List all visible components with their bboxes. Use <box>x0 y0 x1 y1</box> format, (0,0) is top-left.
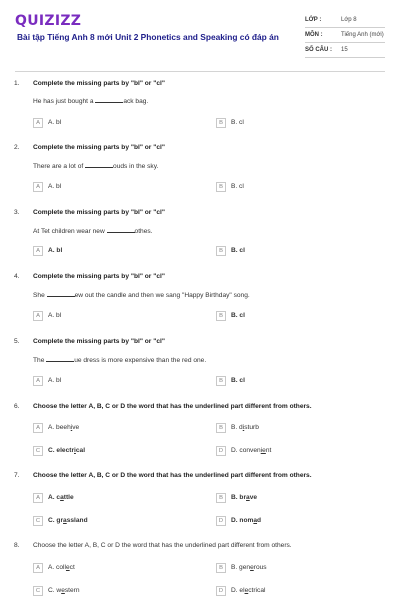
option-letter-box: A <box>33 493 43 503</box>
blank-line <box>85 162 113 168</box>
option-b[interactable]: B B. cl <box>216 181 244 192</box>
option-d[interactable]: D D. nomad <box>216 515 261 526</box>
option-d[interactable]: D D. electrical <box>216 585 265 596</box>
question-number: 3. <box>14 209 20 216</box>
option-c[interactable]: C C. western <box>33 585 80 596</box>
option-c[interactable]: C C. grassland <box>33 515 88 526</box>
option-letter-box: B <box>216 182 226 192</box>
blank-line <box>107 227 135 233</box>
page-header <box>0 0 400 70</box>
info-value-subject: Tiếng Anh (mới) <box>341 32 384 38</box>
option-letter-box: A <box>33 118 43 128</box>
question-title: Complete the missing parts by "bl" or "cl" <box>33 80 165 87</box>
option-letter-box: B <box>216 563 226 573</box>
option-b[interactable]: B B. generous <box>216 562 267 573</box>
option-d[interactable]: D D. convenient <box>216 445 271 456</box>
option-a[interactable]: A A. bl <box>33 181 61 192</box>
option-a[interactable]: A A. bl <box>33 117 61 128</box>
question-title: Choose the letter A, B, C or D the word that has the underlined part different from others. <box>33 542 292 549</box>
option-b[interactable]: B B. cl <box>216 375 245 386</box>
option-a[interactable]: A A. collect <box>33 562 75 573</box>
option-letter-box: A <box>33 376 43 386</box>
info-label-subject: MÔN : <box>305 32 323 38</box>
option-a[interactable]: A A. bl <box>33 310 61 321</box>
option-letter-box: B <box>216 423 226 433</box>
question-title: Choose the letter A, B, C or D the word that has the underlined part different from others. <box>33 472 312 479</box>
option-a[interactable]: A A. bl <box>33 245 62 256</box>
info-divider <box>305 42 385 43</box>
question-title: Complete the missing parts by "bl" or "cl" <box>33 273 165 280</box>
question-title: Complete the missing parts by "bl" or "cl" <box>33 338 165 345</box>
option-letter-box: D <box>216 516 226 526</box>
option-a[interactable]: A A. cattle <box>33 492 74 503</box>
question-number: 5. <box>14 338 20 345</box>
info-label-class: LỚP : <box>305 17 322 23</box>
info-value-class: Lớp 8 <box>341 17 357 23</box>
option-b[interactable]: B B. disturb <box>216 422 259 433</box>
option-letter-box: A <box>33 423 43 433</box>
question-title: Complete the missing parts by "bl" or "cl" <box>33 209 165 216</box>
option-c[interactable]: C C. electrical <box>33 445 85 456</box>
option-letter-box: D <box>216 446 226 456</box>
option-letter-box: D <box>216 586 226 596</box>
question-number: 4. <box>14 273 20 280</box>
document-title: Bài tập Tiếng Anh 8 mới Unit 2 Phonetics and Speaking có đáp án <box>17 32 279 42</box>
question-text: At Tet children wear new othes. <box>33 228 153 235</box>
option-letter-box: A <box>33 563 43 573</box>
option-letter-box: C <box>33 446 43 456</box>
question-text: There are a lot of ouds in the sky. <box>33 163 159 170</box>
option-letter-box: B <box>216 493 226 503</box>
question-text: The ue dress is more expensive than the red one. <box>33 357 207 364</box>
header-divider <box>15 71 385 72</box>
option-a[interactable]: A A. beehive <box>33 422 79 433</box>
question-title: Complete the missing parts by "bl" or "cl" <box>33 144 165 151</box>
option-letter-box: A <box>33 182 43 192</box>
blank-line <box>95 97 123 103</box>
option-b[interactable]: B B. brave <box>216 492 257 503</box>
option-letter-box: C <box>33 586 43 596</box>
option-letter-box: B <box>216 246 226 256</box>
question-number: 2. <box>14 144 20 151</box>
question-title: Choose the letter A, B, C or D the word that has the underlined part different from others. <box>33 403 312 410</box>
question-text: He has just bought a ack bag. <box>33 98 149 105</box>
info-divider <box>305 57 385 58</box>
option-b[interactable]: B B. cl <box>216 310 245 321</box>
question-number: 6. <box>14 403 20 410</box>
info-divider <box>305 27 385 28</box>
option-a[interactable]: A A. bl <box>33 375 61 386</box>
option-letter-box: A <box>33 246 43 256</box>
question-number: 7. <box>14 472 20 479</box>
option-letter-box: A <box>33 311 43 321</box>
info-value-count: 15 <box>341 47 348 53</box>
option-letter-box: C <box>33 516 43 526</box>
option-letter-box: B <box>216 311 226 321</box>
blank-line <box>46 356 74 362</box>
question-text: She ew out the candle and then we sang "Happy Birthday" song. <box>33 292 250 299</box>
info-label-count: SỐ CÂU : <box>305 47 332 53</box>
option-letter-box: B <box>216 376 226 386</box>
option-letter-box: B <box>216 118 226 128</box>
question-number: 8. <box>14 542 20 549</box>
option-b[interactable]: B B. cl <box>216 245 245 256</box>
option-b[interactable]: B B. cl <box>216 117 244 128</box>
blank-line <box>47 291 75 297</box>
question-number: 1. <box>14 80 20 87</box>
quizizz-logo: QUIZIZZ <box>15 13 82 29</box>
